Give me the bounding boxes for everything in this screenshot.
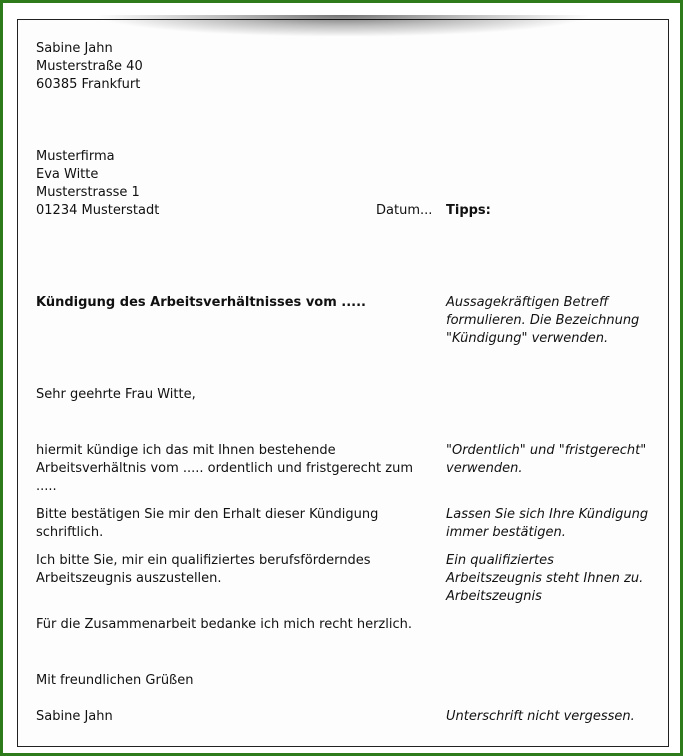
sender-name: Sabine Jahn <box>36 41 113 56</box>
paragraph-termination <box>36 442 413 496</box>
paragraph-reference <box>36 552 371 588</box>
tip-confirm <box>446 506 648 542</box>
recipient-street: Musterstrasse 1 <box>36 185 140 200</box>
tip-line: Arbeitszeugnis <box>446 589 542 604</box>
tip-line: "Ordentlich" und "fristgerecht" <box>446 443 647 458</box>
subject-line: Kündigung des Arbeitsverhältnisses vom ..... <box>36 295 366 310</box>
salutation: Sehr geehrte Frau Witte, <box>36 387 196 402</box>
tip-termination <box>446 442 646 478</box>
body-line: hiermit kündige ich das mit Ihnen bestehende <box>36 443 336 458</box>
tip-line: Lassen Sie sich Ihre Kündigung <box>446 507 649 522</box>
sender-address <box>36 40 143 94</box>
recipient-company: Musterfirma <box>36 149 115 164</box>
tip-line: "Kündigung" verwenden. <box>446 331 609 346</box>
recipient-person: Eva Witte <box>36 167 99 182</box>
date-placeholder: Datum... <box>376 203 433 218</box>
paragraph-thanks: Für die Zusammenarbeit bedanke ich mich recht herzlich. <box>36 617 412 632</box>
tip-line: Arbeitszeugnis steht Ihnen zu. <box>446 571 644 586</box>
tip-signature: Unterschrift nicht vergessen. <box>446 709 635 724</box>
letter-page <box>17 19 669 747</box>
tip-line: verwenden. <box>446 461 523 476</box>
document-background <box>3 3 680 753</box>
recipient-address <box>36 148 159 220</box>
body-line: Arbeitszeugnis auszustellen. <box>36 571 222 586</box>
tip-line: Aussagekräftigen Betreff <box>446 295 609 310</box>
tip-subject <box>446 294 639 348</box>
body-line: schriftlich. <box>36 525 104 540</box>
signature-name: Sabine Jahn <box>36 709 113 724</box>
body-line: ..... <box>36 479 57 494</box>
sender-street: Musterstraße 40 <box>36 59 143 74</box>
recipient-city: 01234 Musterstadt <box>36 203 160 218</box>
tips-heading: Tipps: <box>446 203 491 218</box>
closing: Mit freundlichen Grüßen <box>36 673 194 688</box>
tip-reference <box>446 552 643 606</box>
tip-line: immer bestätigen. <box>446 525 566 540</box>
body-line: Arbeitsverhältnis vom ..... ordentlich und fristgerecht zum <box>36 461 413 476</box>
body-line: Ich bitte Sie, mir ein qualifiziertes berufsförderndes <box>36 553 371 568</box>
paragraph-confirm <box>36 506 378 542</box>
tip-line: Ein qualifiziertes <box>446 553 554 568</box>
tip-line: formulieren. Die Bezeichnung <box>446 313 640 328</box>
body-line: Bitte bestätigen Sie mir den Erhalt dieser Kündigung <box>36 507 379 522</box>
sender-city: 60385 Frankfurt <box>36 77 141 92</box>
